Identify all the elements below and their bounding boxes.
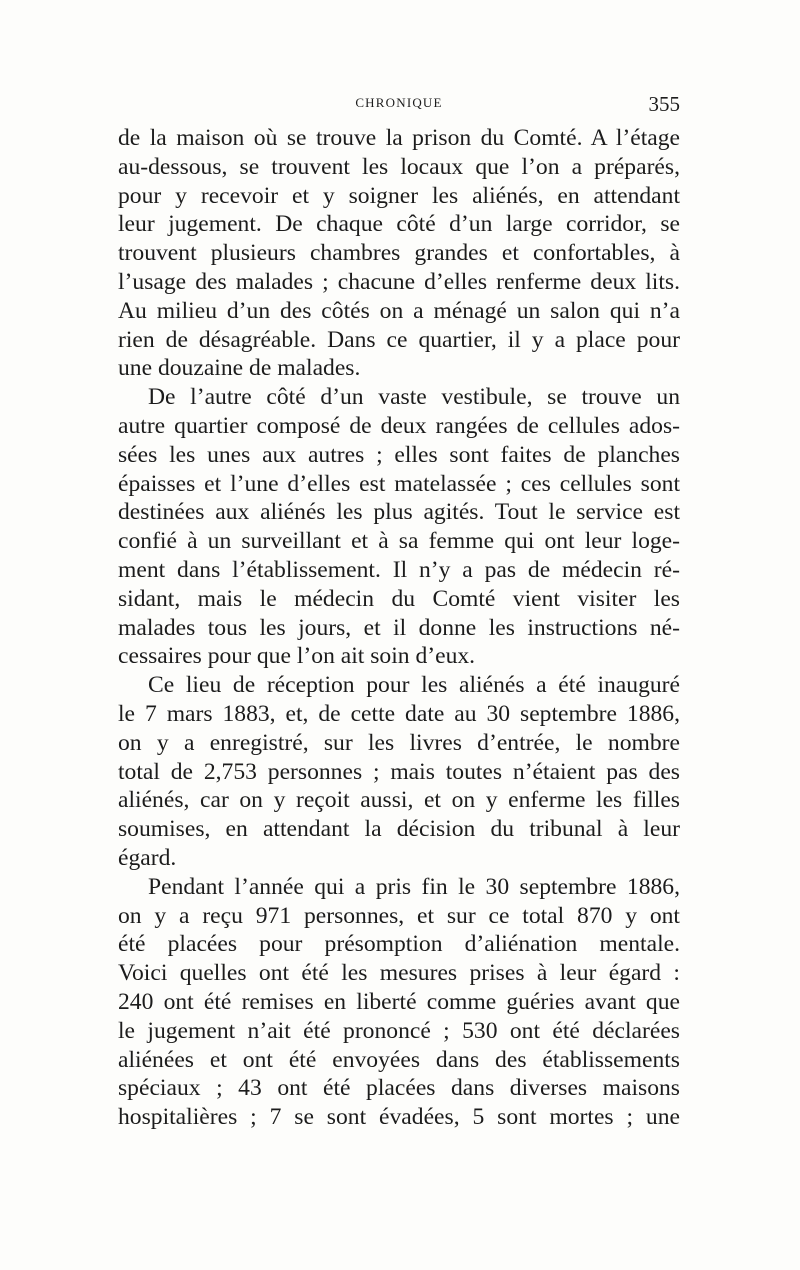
text-line: l’usage des malades ; chacune d’elles renferme deux lits. bbox=[118, 268, 680, 295]
text-line: spéciaux ; 43 ont été placées dans diverses maisons bbox=[118, 1075, 680, 1102]
text-line: pour y recevoir et y soigner les aliénés, en attendant bbox=[118, 182, 680, 209]
text-line: sées les unes aux autres ; elles sont faites de planches bbox=[118, 441, 680, 468]
text-line: De l’autre côté d’un vaste vestibule, se trouve un bbox=[148, 384, 680, 411]
page-number: 355 bbox=[648, 92, 680, 116]
text-line: on y a reçu 971 personnes, et sur ce total 870 y ont bbox=[118, 902, 680, 929]
chapter-title: CHRONIQUE bbox=[355, 95, 443, 110]
text-line: sidant, mais le médecin du Comté vient visiter les bbox=[118, 585, 680, 612]
text-line: été placées pour présomption d’aliénation mentale. bbox=[118, 931, 680, 958]
text-line: 240 ont été remises en liberté comme guéries avant que bbox=[118, 988, 680, 1015]
text-line: ment dans l’établissement. Il n’y a pas de médecin ré- bbox=[118, 556, 680, 583]
body-text bbox=[118, 124, 680, 1132]
text-line: au-dessous, se trouvent les locaux que l’on a préparés, bbox=[118, 153, 680, 180]
text-line: rien de désagréable. Dans ce quartier, il y a place pour bbox=[118, 326, 680, 353]
text-line: aliénés, car on y reçoit aussi, et on y enferme les filles bbox=[118, 787, 680, 814]
text-line: aliénées et ont été envoyées dans des établissements bbox=[118, 1046, 680, 1073]
text-line: une douzaine de malades. bbox=[118, 355, 361, 382]
text-line: total de 2,753 personnes ; mais toutes n’étaient pas des bbox=[118, 758, 680, 785]
text-line: on y a enregistré, sur les livres d’entrée, le nombre bbox=[118, 729, 680, 756]
text-line: confié à un surveillant et à sa femme qui ont leur loge- bbox=[118, 528, 680, 555]
text-line: malades tous les jours, et il donne les instructions né- bbox=[118, 614, 680, 641]
text-line: autre quartier composé de deux rangées de cellules ados- bbox=[118, 412, 680, 439]
text-line: Au milieu d’un des côtés on a ménagé un salon qui n’a bbox=[118, 297, 680, 324]
text-line: hospitalières ; 7 se sont évadées, 5 sont mortes ; une bbox=[118, 1104, 680, 1131]
text-line: cessaires pour que l’on ait soin d’eux. bbox=[118, 643, 476, 670]
text-line: épaisses et l’une d’elles est matelassée ; ces cellules sont bbox=[118, 470, 680, 497]
text-line: égard. bbox=[118, 844, 177, 871]
text-line: leur jugement. De chaque côté d’un large corridor, se bbox=[118, 211, 680, 238]
text-line: destinées aux aliénés les plus agités. Tout le service est bbox=[118, 499, 680, 526]
text-line: le 7 mars 1883, et, de cette date au 30 septembre 1886, bbox=[118, 700, 680, 727]
text-line: Voici quelles ont été les mesures prises à leur égard : bbox=[118, 960, 680, 987]
text-line: Ce lieu de réception pour les aliénés a été inauguré bbox=[148, 672, 680, 699]
text-line: Pendant l’année qui a pris fin le 30 septembre 1886, bbox=[148, 873, 680, 900]
text-line: trouvent plusieurs chambres grandes et confortables, à bbox=[118, 240, 680, 267]
text-line: le jugement n’ait été prononcé ; 530 ont été déclarées bbox=[118, 1017, 680, 1044]
text-line: de la maison où se trouve la prison du Comté. A l’étage bbox=[118, 125, 680, 151]
running-header bbox=[118, 92, 680, 114]
text-line: soumises, en attendant la décision du tribunal à leur bbox=[118, 816, 680, 843]
